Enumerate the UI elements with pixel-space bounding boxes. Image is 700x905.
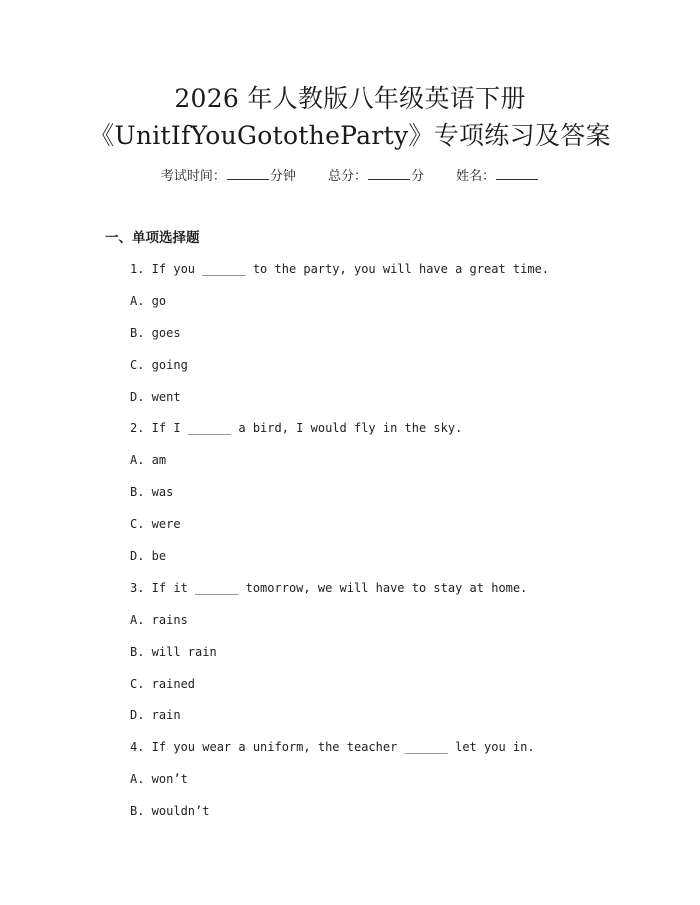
student-name	[456, 168, 539, 186]
student-name-label: 姓名：	[456, 169, 496, 184]
total-score-label: 总分：	[327, 169, 367, 184]
answer-option: C. going	[130, 357, 188, 372]
question-stem: 1. If you ______ to the party, you will have a great time.	[130, 262, 550, 276]
total-score	[328, 168, 424, 186]
answer-option: A. go	[130, 293, 167, 308]
student-name-blank	[496, 168, 538, 180]
answer-option: B. was	[130, 485, 174, 500]
total-score-blank	[368, 168, 410, 180]
exam-info	[0, 168, 700, 186]
answer-option: B. will rain	[130, 644, 217, 659]
answer-option: B. goes	[130, 325, 181, 340]
answer-option: C. rained	[130, 676, 196, 691]
answer-option: C. were	[130, 517, 181, 532]
document-title-line-2: 《UnitIfYouGototheParty》专项练习及答案	[89, 121, 611, 150]
answer-option: D. went	[130, 389, 181, 404]
exam-time-label: 考试时间：	[160, 169, 226, 184]
question-stem: 4. If you wear a uniform, the teacher ______ let you in.	[130, 740, 535, 755]
answer-option: D. be	[130, 549, 167, 564]
exam-time-blank	[227, 168, 269, 180]
answer-option: A. am	[130, 453, 167, 468]
document-title-line-1: 2026 年人教版八年级英语下册	[174, 84, 526, 113]
answer-option: A. rains	[130, 612, 188, 627]
exam-time	[161, 168, 296, 186]
answer-option: A. won’t	[130, 772, 188, 787]
question-stem: 3. If it ______ tomorrow, we will have to stay at home.	[130, 580, 528, 595]
question-stem: 2. If I ______ a bird, I would fly in the sky.	[130, 421, 463, 436]
answer-option: D. rain	[130, 708, 181, 723]
question-list	[130, 260, 549, 834]
exam-time-unit: 分钟	[269, 169, 296, 184]
section-title: 一、单项选择题	[105, 230, 200, 246]
total-score-unit: 分	[411, 169, 425, 184]
answer-option: B. wouldn’t	[130, 804, 210, 819]
